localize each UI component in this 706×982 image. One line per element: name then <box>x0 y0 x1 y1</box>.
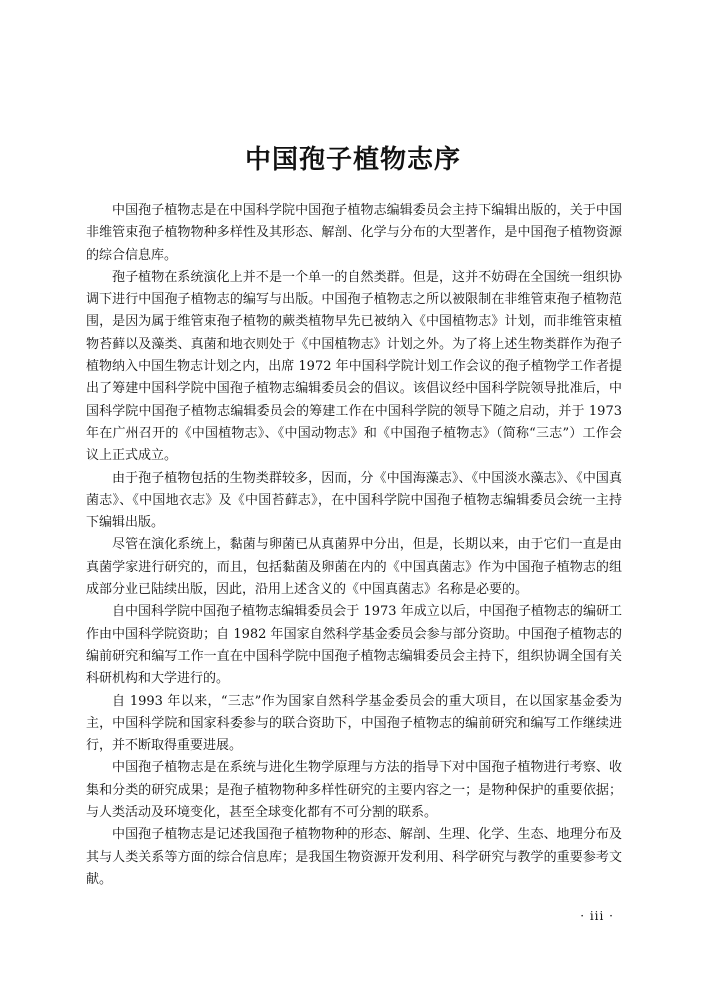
paragraph-4: 尽管在演化系统上，黏菌与卵菌已从真菌界中分出，但是，长期以来，由于它们一直是由真菌学家进行研究的，而且，包括黏菌及卵菌在内的《中国真菌志》作为中国孢子植物志的组成部分业已陆续出版，因此，沿用上述含义的《中国真菌志》名称是必要的。 <box>86 537 622 598</box>
paragraph-8: 中国孢子植物志是记述我国孢子植物物种的形态、解剖、生理、化学、生态、地理分布及其与人类关系等方面的综合信息库；是我国生物资源开发利用、科学研究与教学的重要参考文献。 <box>86 827 622 887</box>
page-title: 中国孢子植物志序 <box>244 145 461 175</box>
paragraph-7: 中国孢子植物志是在系统与进化生物学原理与方法的指导下对中国孢子植物进行考察、收集和分类的研究成果；是孢子植物物种多样性研究的主要内容之一；是物种保护的重要依据；与人类活动及环境变化，甚至全球变化都有不可分割的联系。 <box>86 760 622 821</box>
paragraph-6: 自 1993 年以来，“三志”作为国家自然科学基金委员会的重大项目，在以国家基金委为主，中国科学院和国家科委参与的联合资助下，中国孢子植物志的编前研究和编写工作继续进行，并不断取得重要进展。 <box>86 693 622 754</box>
paragraph-5: 自中国科学院中国孢子植物志编辑委员会于 1973 年成立以后，中国孢子植物志的编研工作由中国科学院资助；自 1982 年国家自然科学基金委员会参与部分资助。中国孢子植物志的编前研究和编写工作一直在中国科学院中国孢子植物志编辑委员会主持下，组织协调全国有关科研机构和大学进行的。 <box>86 604 622 687</box>
page-number: · iii · <box>580 909 614 923</box>
preface-body <box>86 200 622 891</box>
paragraph-1: 中国孢子植物志是在中国科学院中国孢子植物志编辑委员会主持下编辑出版的，关于中国非维管束孢子植物物种多样性及其形态、解剖、化学与分布的大型著作，是中国孢子植物资源的综合信息库。 <box>86 203 622 263</box>
paragraph-2: 孢子植物在系统演化上并不是一个单一的自然类群。但是，这并不妨碍在全国统一组织协调下进行中国孢子植物志的编写与出版。中国孢子植物志之所以被限制在非维管束孢子植物范围，是因为属于维管束孢子植物的蕨类植物早先已被纳入《中国植物志》计划，而非维管束植物苔藓以及藻类、真菌和地衣则处于《中国植物志》计划之外。为了将上述生物类群作为孢子植物纳入中国生物志计划之内，出席 1972 年中国科学院计划工作会议的孢子植物学工作者提出了筹建中国科学院中国孢子植物志编辑委员会的倡议。该倡议经中国科学院领导批准后，中国科学院中国孢子植物志编辑委员会的筹建工作在中国科学院的领导下随之启动，并于 1973 年在广州召开的《中国植物志》、《中国动物志》和《中国孢子植物志》（简称“三志”）工作会议上正式成立。 <box>86 269 622 464</box>
paragraph-3: 由于孢子植物包括的生物类群较多，因而，分《中国海藻志》、《中国淡水藻志》、《中国真菌志》、《中国地衣志》及《中国苔藓志》，在中国科学院中国孢子植物志编辑委员会统一主持下编辑出版。 <box>86 470 622 531</box>
